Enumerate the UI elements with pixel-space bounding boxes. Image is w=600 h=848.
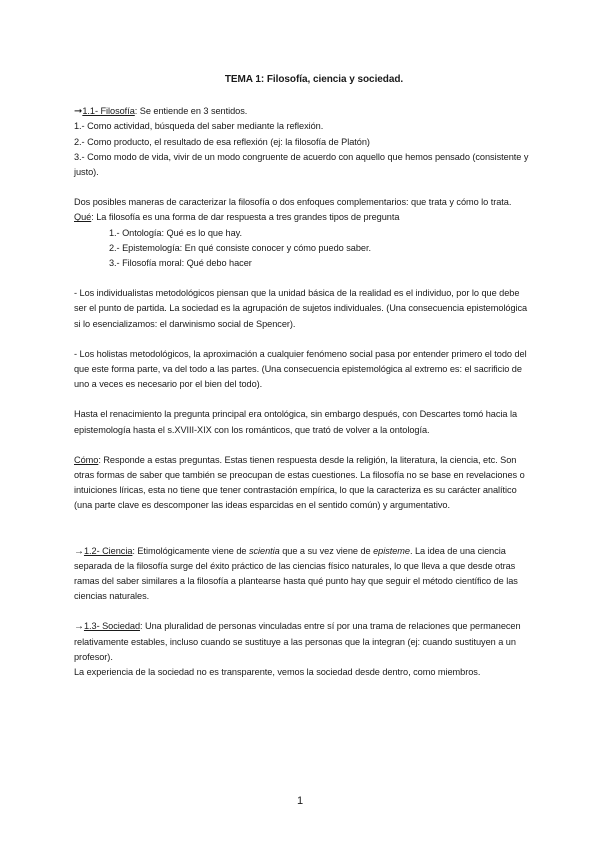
section-1-1-heading bbox=[74, 104, 534, 119]
arrow-icon: ➞ bbox=[74, 106, 83, 118]
section-1-2-text: : Etimológicamente viene de bbox=[132, 545, 249, 556]
arrow-icon: → bbox=[74, 621, 84, 633]
section-1-3-title: 1.3- Sociedad bbox=[83, 621, 140, 632]
como-label: Cómo bbox=[74, 454, 99, 465]
section-1-3-text: : Una pluralidad de personas vinculadas entre sí por una trama de relaciones que permanecen relativamente estables, incluso cuando se sustituye a las personas que la integran (ej: cuando sustituyen a un profesor). bbox=[74, 621, 521, 662]
list-item: 2.- Como producto, el resultado de esa reflexión (ej: la filosofía de Platón) bbox=[74, 136, 370, 147]
section-1-1-title: 1.1- Filosofía bbox=[82, 106, 135, 117]
como-text: : Responde a estas preguntas. Estas tienen respuesta desde la religión, la literatura, la ciencia, etc. Son otras formas de saber que también se preocupan de estas cuestiones. La filosofía no se base en revelaciones o intuiciones líricas, esta no tiene que tener contrastación empírica, lo que la caracteriza es su carácter analítico (una parte clave es descomponer las ideas esparcidas en el sentido común) y argumentativo. bbox=[74, 454, 525, 511]
list-item: 1.- Como actividad, búsqueda del saber mediante la reflexión. bbox=[74, 121, 324, 132]
page-number: 1 bbox=[296, 795, 304, 807]
section-1-2-text: . La idea de una ciencia separada de la filosofía surge del éxito práctico de las ciencias físico naturales, lo que lleva a que desde otras ramas del saber similares a la filosofía a plantearse hasta qué punto hay que seguir el método científico de las ciencias naturales. bbox=[74, 545, 518, 602]
term-episteme: episteme bbox=[373, 545, 410, 556]
paragraph-renacimiento: Hasta el renacimiento la pregunta principal era ontológica, sin embargo después, con Descartes tomó hacia la epistemología hasta el s.XVIII-XIX con los románticos, que trató de volver a la ontología. bbox=[74, 409, 517, 435]
list-item: 3.- Como modo de vida, vivir de un modo congruente de acuerdo con aquello que hemos pensado (consistente y justo). bbox=[74, 151, 529, 178]
paragraph-dos-maneras: Dos posibles maneras de caracterizar la filosofía o dos enfoques complementarios: que trata y cómo lo trata. bbox=[74, 197, 512, 208]
list-item: 3.- Filosofía moral: Qué debo hacer bbox=[109, 258, 252, 269]
paragraph-individualistas: - Los individualistas metodológicos piensan que la unidad básica de la realidad es el individuo, por lo que debe ser el punto de partida. La sociedad es la agrupación de sujetos individuales. (Una consecuencia epistemológica si lo esencializamos: el darwinismo social de Spencer). bbox=[74, 288, 528, 329]
section-1-2-text: que a su vez viene de bbox=[279, 545, 374, 556]
que-paragraph bbox=[74, 210, 534, 225]
section-1-2-paragraph bbox=[74, 544, 534, 605]
paragraph-holistas: - Los holistas metodológicos, la aproximación a cualquier fenómeno social pasa por entender primero el todo del que este forma parte, va del todo a las partes. (Una consecuencia epistemológica al extremo es: el sacrificio de uno a veces es necesario por el bien del todo). bbox=[74, 348, 527, 390]
list-item: 2.- Epistemología: En qué consiste conocer y cómo puedo saber. bbox=[109, 242, 371, 253]
term-scientia: scientia bbox=[248, 545, 280, 556]
section-1-1-intro: : Se entiende en 3 sentidos. bbox=[134, 106, 248, 117]
section-1-3-paragraph bbox=[74, 619, 534, 665]
document-title: TEMA 1: Filosofía, ciencia y sociedad. bbox=[224, 74, 404, 85]
que-text: : La filosofía es una forma de dar respuesta a tres grandes tipos de pregunta bbox=[91, 212, 400, 223]
page-content bbox=[74, 72, 534, 680]
arrow-icon: → bbox=[74, 545, 84, 557]
como-paragraph bbox=[74, 453, 534, 514]
paragraph-experiencia: La experiencia de la sociedad no es transparente, vemos la sociedad desde dentro, como miembros. bbox=[74, 667, 481, 678]
section-1-2-title: 1.2- Ciencia bbox=[83, 545, 133, 556]
list-item: 1.- Ontología: Qué es lo que hay. bbox=[109, 227, 243, 238]
que-label: Qué bbox=[74, 212, 92, 223]
